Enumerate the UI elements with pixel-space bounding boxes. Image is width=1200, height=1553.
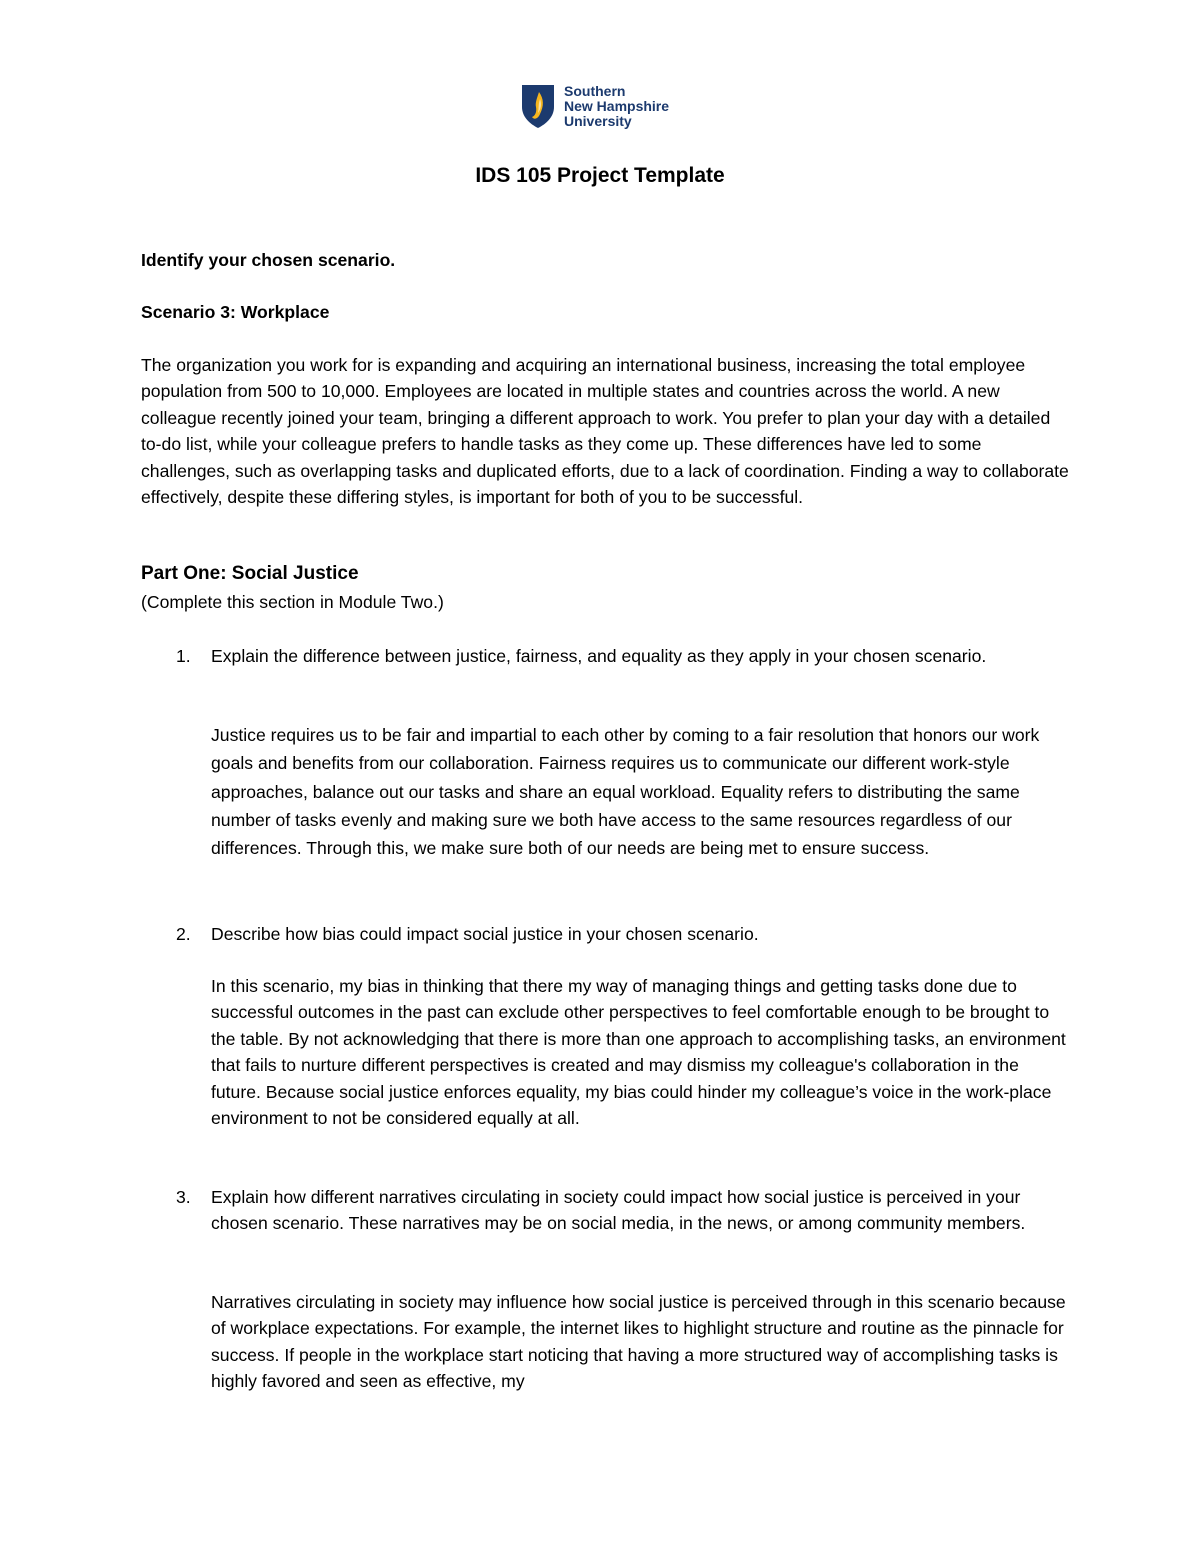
item-3-question: Explain how different narratives circulating in society could impact how social justice is perceived in your chosen scenario. These narratives may be on social media, in the news, or among community members.	[211, 1187, 1026, 1234]
logo-line-3: University	[564, 112, 632, 129]
item-1-question: Explain the difference between justice, fairness, and equality as they apply in your chosen scenario.	[211, 646, 987, 666]
university-logo	[520, 83, 669, 129]
shield-flame-icon	[520, 83, 556, 129]
scenario-text: The organization you work for is expanding and acquiring an international business, increasing the total employee population from 500 to 10,000. Employees are located in multiple states and countries across the world. A new colleague recently joined your team, bringing a different approach to work. You prefer to plan your day with a detailed to-do list, while your colleague prefers to handle tasks as they come up. These differences have led to some challenges, such as overlapping tasks and duplicated efforts, due to a lack of coordination. Finding a way to collaborate effectively, despite these differing styles, is important for both of you to be successful.	[141, 355, 1069, 508]
item-2-answer: In this scenario, my bias in thinking that there my way of managing things and getting tasks done due to successful outcomes in the past can exclude other perspectives to feel comfortable enough to be brought to the table. By not acknowledging that there is more than one approach to accomplishing tasks, an environment that fails to nurture different perspectives is created and may dismiss my colleague's collaboration in the future. Because social justice enforces equality, my bias could hinder my colleague’s voice in the work-place environment to not be considered equally at all.	[211, 976, 1066, 1129]
item-3-answer: Narratives circulating in society may influence how social justice is perceived through in this scenario because of workplace expectations. For example, the internet likes to highlight structure and routine as the pinnacle for success. If people in the workplace start noticing that having a more structured way of accomplishing tasks is highly favored and seen as effective, my	[211, 1292, 1066, 1392]
logo-wordmark	[564, 84, 669, 129]
part-one-heading: Part One: Social Justice	[141, 563, 359, 584]
document-title: IDS 105 Project Template	[475, 164, 725, 187]
item-1-number: 1.	[176, 646, 191, 666]
item-1-answer: Justice requires us to be fair and impartial to each other by coming to a fair resolution that honors our work goals and benefits from our collaboration. Fairness requires us to communicate our different work-style approaches, balance out our tasks and share an equal workload. Equality refers to distributing the same number of tasks evenly and making sure we both have access to the same resources regardless of our differences. Through this, we make sure both of our needs are being met to ensure success.	[211, 725, 1040, 859]
item-2-number: 2.	[176, 924, 191, 944]
item-2-question: Describe how bias could impact social justice in your chosen scenario.	[211, 924, 759, 944]
part-one-note: (Complete this section in Module Two.)	[141, 592, 444, 612]
scenario-heading: Scenario 3: Workplace	[141, 302, 330, 322]
logo-line-1: Southern	[564, 82, 626, 99]
item-3-number: 3.	[176, 1187, 191, 1207]
scenario-prompt: Identify your chosen scenario.	[141, 250, 396, 270]
logo-line-2: New Hampshire	[564, 97, 670, 114]
